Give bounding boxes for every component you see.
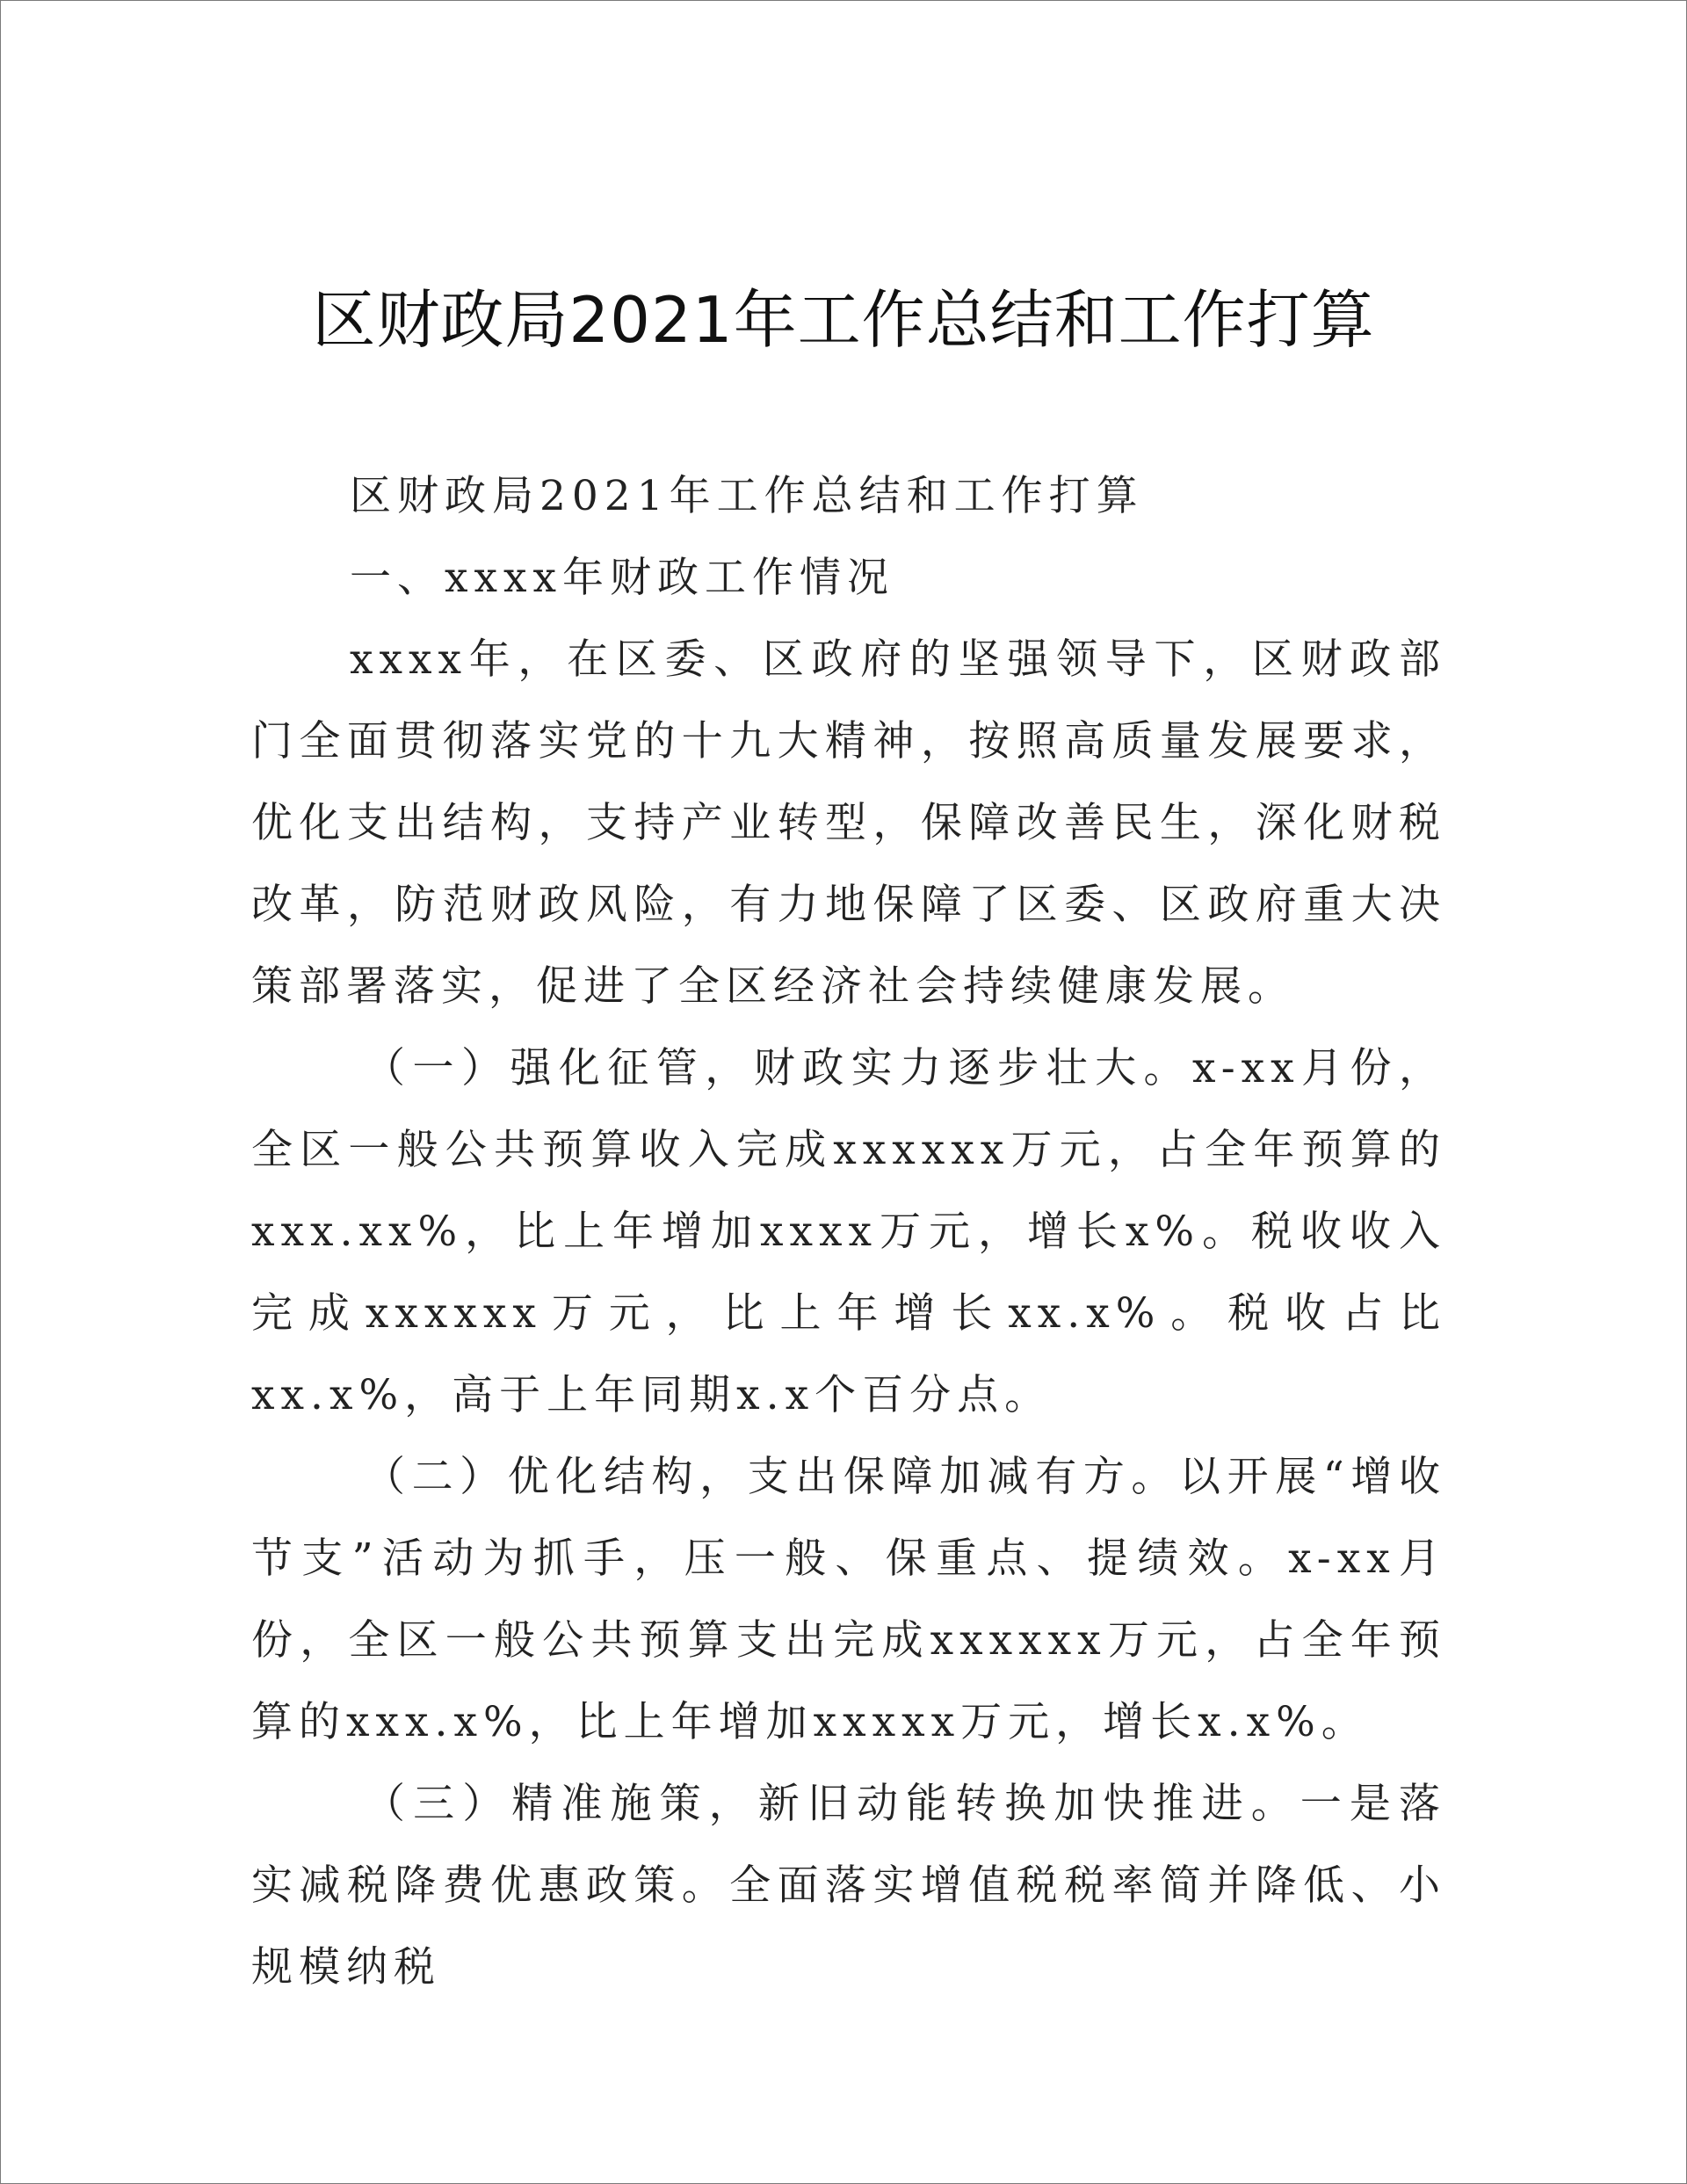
body-paragraph: （三）精准施策，新旧动能转换加快推进。一是落实减税降费优惠政策。全面落实增值税税率简并降低、小规模纳税 bbox=[251, 1780, 1446, 1992]
body-paragraph: xxxx年，在区委、区政府的坚强领导下，区财政部门全面贯彻落实党的十九大精神，按照高质量发展要求，优化支出结构，支持产业转型，保障改善民生，深化财税改革，防范财政风险，有力地保障了区委、区政府重大决策部署落实，促进了全区经济社会持续健康发展。 bbox=[251, 635, 1446, 1011]
section-heading: 一、xxxx年财政工作情况 bbox=[350, 554, 895, 602]
document-subtitle: 区财政局2021年工作总结和工作打算 bbox=[350, 472, 1144, 520]
body-paragraph: （二）优化结构，支出保障加减有方。以开展“增收节支”活动为抓手，压一般、保重点、提绩效。x-xx月份，全区一般公共预算支出完成xxxxxx万元，占全年预算的xxx.x%，比上年增加xxxxx万元，增长x.x%。 bbox=[251, 1453, 1446, 1746]
document-body bbox=[251, 455, 1446, 2008]
document-title: 区财政局2021年工作总结和工作打算 bbox=[312, 283, 1375, 357]
body-paragraph: （一）强化征管，财政实力逐步壮大。x-xx月份，全区一般公共预算收入完成xxxxxx万元，占全年预算的xxx.xx%，比上年增加xxxx万元，增长x%。税收收入完成xxxxxx万元，比上年增长xx.x%。税收占比xx.x%，高于上年同期x.x个百分点。 bbox=[251, 1044, 1446, 1419]
